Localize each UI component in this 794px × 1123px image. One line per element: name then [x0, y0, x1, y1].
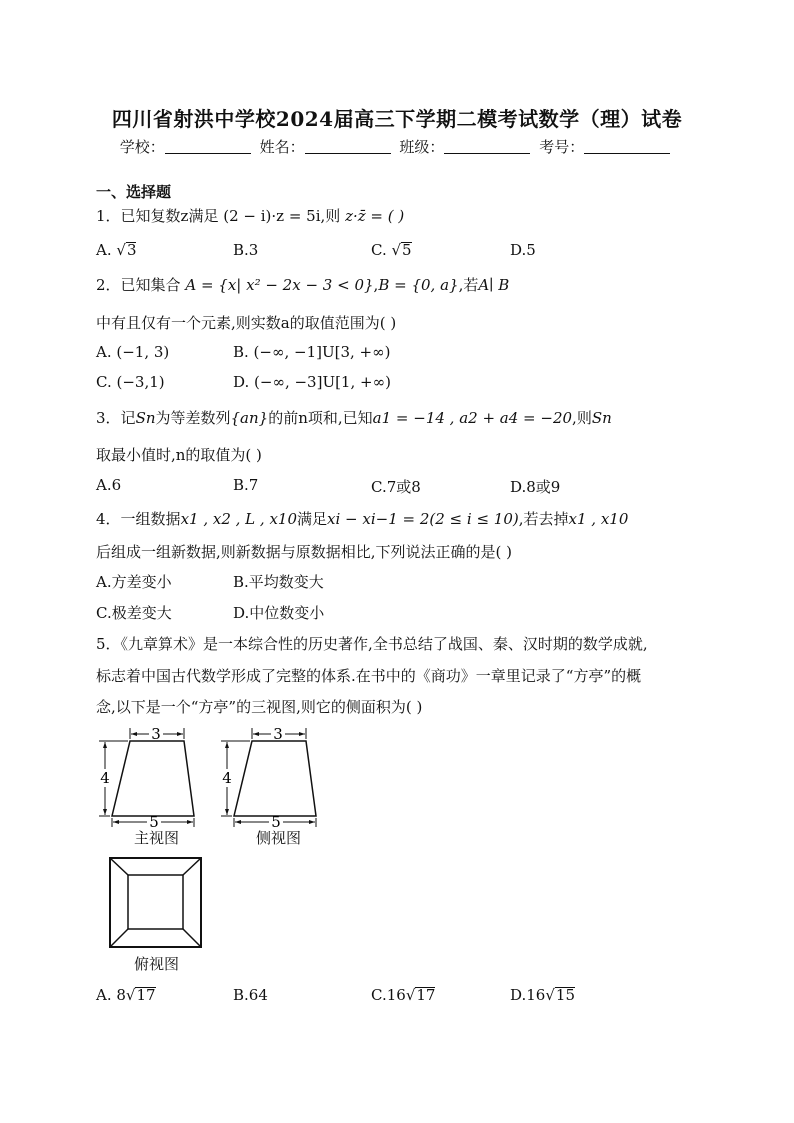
arrow-left-icon	[113, 820, 119, 824]
question-2-stem	[96, 274, 509, 295]
question-text: ,则	[320, 207, 341, 225]
math-expression: z·z̄ = ( )	[345, 207, 405, 225]
arrow-down-icon	[225, 809, 229, 815]
question-text: ,则	[572, 409, 592, 427]
sqrt-radicand: 15	[555, 986, 576, 1004]
question-text: ,若	[458, 276, 479, 294]
front-view-bottom-dim-label: 5	[149, 813, 159, 828]
arrow-right-icon	[177, 732, 183, 736]
question-text: 记	[120, 409, 136, 427]
math-expression: Sn	[591, 409, 612, 427]
question-text: 为等差数列	[155, 409, 231, 427]
top-view-caption: 俯视图	[134, 955, 180, 973]
top-view-edge	[110, 929, 128, 947]
math-expression: B = {0, a}	[378, 276, 459, 294]
exam-no-label: 考号：	[539, 138, 585, 156]
question-5-stem	[96, 633, 648, 654]
option-label: A.	[96, 241, 117, 259]
math-expression: x1 , x2 , L , x10	[180, 510, 297, 528]
math-expression: (2 − i)·z = 5i	[223, 207, 321, 225]
side-view-bottom-dim-label: 5	[271, 813, 281, 828]
school-blank[interactable]	[165, 139, 251, 154]
question-number: 4．	[96, 510, 121, 528]
question-text: 满足	[297, 510, 328, 528]
math-expression: Sn	[135, 409, 156, 427]
question-text: ,	[373, 276, 379, 294]
exam-no-blank[interactable]	[584, 139, 670, 154]
question-1-stem	[96, 205, 404, 226]
math-expression: A = {x| x² − 2x − 3 < 0}	[185, 276, 374, 294]
option-label: C.16	[371, 986, 406, 1004]
question-2-option-a[interactable]: A. (−1, 3)	[96, 343, 170, 361]
question-5-stem-line3: 念,以下是一个“方亭”的三视图,则它的侧面积为( )	[96, 698, 423, 716]
top-view-edge	[110, 858, 128, 875]
arrow-right-icon	[309, 820, 315, 824]
math-expression: a1 = −14 , a2 + a4 = −20	[372, 409, 573, 427]
class-label: 班级：	[399, 138, 445, 156]
question-text: 已知复数z满足	[120, 207, 219, 225]
question-3-option-a[interactable]: A.6	[96, 476, 122, 494]
question-text: 的前n项和,已知	[268, 409, 373, 427]
top-view-edge	[183, 858, 201, 875]
question-5-option-d[interactable]: D.16√15	[510, 986, 576, 1004]
sqrt-radicand: 5	[402, 241, 412, 259]
option-label: A. 8	[96, 986, 126, 1004]
question-2-option-d[interactable]: D. (−∞, −3]U[1, +∞)	[233, 373, 391, 391]
question-2-stem-line2: 中有且仅有一个元素,则实数a的取值范围为( )	[96, 314, 397, 332]
question-5-option-b[interactable]: B.64	[233, 986, 268, 1004]
arrow-down-icon	[103, 809, 107, 815]
arrow-up-icon	[103, 742, 107, 748]
name-blank[interactable]	[305, 139, 391, 154]
question-4-stem	[96, 508, 628, 529]
question-number: 2．	[96, 276, 121, 294]
arrow-up-icon	[225, 742, 229, 748]
math-expression: A∣ B	[478, 276, 510, 294]
math-expression: x1 , x10	[568, 510, 629, 528]
question-5-option-c[interactable]: C.16√17	[371, 986, 436, 1004]
question-3-option-c[interactable]: C.7或8	[371, 478, 421, 496]
section-heading: 一、选择题	[96, 183, 172, 201]
top-view-figure	[108, 856, 204, 949]
question-5-stem-line2: 标志着中国古代数学形成了完整的体系.在书中的《商功》一章里记录了“方亭”的概	[96, 667, 642, 685]
question-2-option-c[interactable]: C. (−3,1)	[96, 373, 165, 391]
front-view-caption: 主视图	[134, 829, 180, 847]
question-text: ,若去掉	[518, 510, 569, 528]
side-view-caption: 侧视图	[256, 829, 302, 847]
question-4-option-c[interactable]: C.极差变大	[96, 604, 172, 622]
question-text: 《九章算术》是一本综合性的历史著作,全书总结了战国、秦、汉时期的数学成就,	[120, 635, 648, 653]
question-3-stem	[96, 407, 612, 428]
question-1-option-a[interactable]: A. √3	[96, 241, 137, 259]
arrow-left-icon	[235, 820, 241, 824]
option-label: D.16	[510, 986, 546, 1004]
question-1-option-b[interactable]: B.3	[233, 241, 259, 259]
question-4-stem-line2: 后组成一组新数据,则新数据与原数据相比,下列说法正确的是( )	[96, 543, 513, 561]
arrow-left-icon	[253, 732, 259, 736]
class-blank[interactable]	[444, 139, 530, 154]
question-1-option-d[interactable]: D.5	[510, 241, 536, 259]
question-number: 1．	[96, 207, 121, 225]
question-text: 已知集合	[120, 276, 181, 294]
arrow-right-icon	[299, 732, 305, 736]
top-view-edge	[183, 929, 201, 947]
question-1-option-c[interactable]: C. √5	[371, 241, 412, 259]
sqrt-radicand: 3	[126, 241, 137, 259]
front-view-trapezoid	[112, 741, 194, 816]
question-number: 5．	[96, 635, 121, 653]
student-info-row	[0, 136, 794, 157]
front-view-top-dim-label: 3	[151, 725, 161, 743]
question-3-stem-line2: 取最小值时,n的取值为( )	[96, 446, 262, 464]
question-4-option-a[interactable]: A.方差变小	[96, 573, 172, 591]
top-view-inner-square	[128, 875, 183, 929]
question-3-option-b[interactable]: B.7	[233, 476, 259, 494]
front-view-figure	[94, 723, 204, 828]
question-3-option-d[interactable]: D.8或9	[510, 478, 561, 496]
page-title: 四川省射洪中学校2024届高三下学期二模考试数学（理）试卷	[111, 107, 683, 131]
arrow-left-icon	[131, 732, 137, 736]
side-view-top-dim-label: 3	[273, 725, 283, 743]
math-expression: xi − xi−1 = 2(2 ≤ i ≤ 10)	[327, 510, 519, 528]
side-view-height-label: 4	[222, 769, 232, 787]
name-label: 姓名：	[259, 138, 305, 156]
side-view-figure	[216, 723, 326, 828]
front-view-height-label: 4	[100, 769, 110, 787]
math-expression: {an}	[230, 409, 269, 427]
sqrt-radicand: 17	[416, 986, 436, 1004]
option-label: C.	[371, 241, 392, 259]
sqrt-radicand: 17	[136, 986, 156, 1004]
arrow-right-icon	[187, 820, 193, 824]
question-5-option-a[interactable]: A. 8√17	[96, 986, 156, 1004]
question-number: 3．	[96, 409, 121, 427]
question-2-option-b[interactable]: B. (−∞, −1]U[3, +∞)	[233, 343, 391, 361]
question-4-option-b[interactable]: B.平均数变大	[233, 573, 324, 591]
question-text: 一组数据	[120, 510, 181, 528]
school-label: 学校：	[119, 138, 165, 156]
question-4-option-d[interactable]: D.中位数变小	[233, 604, 325, 622]
side-view-trapezoid	[234, 741, 316, 816]
